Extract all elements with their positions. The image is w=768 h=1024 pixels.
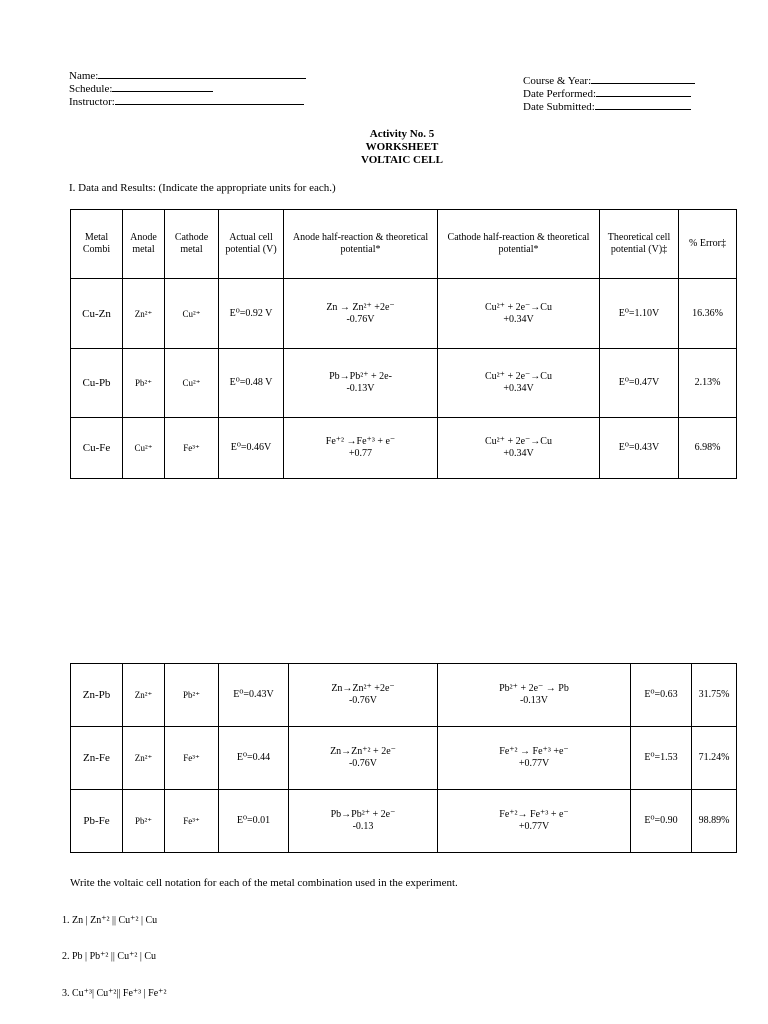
header-anode-metal: Anode metal: [123, 210, 165, 279]
anode-potential: -0.76V: [348, 695, 378, 706]
table-row: [71, 349, 737, 418]
submitted-label: Date Submitted:: [523, 101, 595, 113]
table-row: [71, 418, 737, 479]
table-row: [71, 279, 737, 349]
actual-potential-cell: E⁰=0.44: [219, 727, 289, 790]
cathode-reaction: Cu²⁺ + 2e⁻→Cu: [485, 301, 552, 313]
theoretical-potential-cell: E⁰=0.47V: [600, 349, 679, 418]
anode-potential: -0.76V: [348, 758, 378, 769]
actual-potential-cell: E⁰=0.48 V: [219, 349, 284, 418]
course-label: Course & Year:: [523, 75, 592, 87]
section-heading: I. Data and Results: (Indicate the appropriate units for each.): [69, 182, 336, 194]
cathode-cell: Fe³⁺: [165, 418, 219, 479]
notation-item-1: 1. Zn | Zn⁺² || Cu⁺² | Cu: [62, 915, 158, 926]
cathode-potential: -0.13V: [519, 695, 549, 706]
header-percent-error: % Error‡: [679, 210, 737, 279]
cathode-reaction-cell: [438, 418, 600, 479]
metal-combi-cell: Pb-Fe: [71, 790, 123, 853]
header-row: [71, 210, 737, 279]
metal-combi-cell: Cu-Pb: [71, 349, 123, 418]
anode-reaction-cell: [284, 418, 438, 479]
voltaic-cell-title: VOLTAIC CELL: [360, 154, 443, 166]
course-field: [523, 74, 695, 88]
anode-reaction: Pb→Pb²⁺ + 2e-: [329, 371, 392, 382]
anode-reaction: Pb→Pb²⁺ + 2e⁻: [330, 809, 396, 820]
cathode-reaction: Fe⁺²→ Fe⁺³ + e⁻: [499, 809, 569, 820]
name-blank[interactable]: [98, 69, 306, 79]
anode-cell: Zn²⁺: [123, 664, 165, 727]
metal-combi-cell: Cu-Zn: [71, 279, 123, 349]
instructor-label: Instructor:: [69, 96, 115, 108]
anode-reaction: Zn→Zn⁺² + 2e⁻: [330, 746, 396, 757]
actual-potential-cell: E⁰=0.01: [219, 790, 289, 853]
notation-prompt: Write the voltaic cell notation for each of the metal combination used in the experiment.: [70, 877, 458, 889]
cathode-potential: +0.34V: [503, 383, 534, 394]
worksheet-title: WORKSHEET: [365, 141, 439, 153]
cathode-cell: Cu²⁺: [165, 279, 219, 349]
anode-reaction: Zn → Zn²⁺ +2e⁻: [326, 301, 395, 313]
anode-potential: -0.76V: [346, 313, 375, 325]
theoretical-potential-cell: E⁰=0.63: [631, 664, 692, 727]
header-anode-half-reaction: Anode half-reaction & theoretical potential*: [284, 210, 438, 279]
anode-reaction-cell: [289, 727, 438, 790]
anode-reaction: Zn→Zn²⁺ +2e⁻: [331, 683, 395, 694]
submitted-blank[interactable]: [595, 100, 691, 110]
anode-reaction-cell: [289, 664, 438, 727]
cathode-cell: Fe³⁺: [165, 790, 219, 853]
percent-error-cell: 71.24%: [692, 727, 737, 790]
course-blank[interactable]: [591, 74, 695, 84]
cathode-reaction-cell: [438, 279, 600, 349]
percent-error-cell: 2.13%: [679, 349, 737, 418]
anode-reaction-cell: [284, 279, 438, 349]
theoretical-potential-cell: E⁰=1.53: [631, 727, 692, 790]
schedule-field: [69, 82, 213, 96]
header-cathode-metal: Cathode metal: [165, 210, 219, 279]
instructor-blank[interactable]: [115, 95, 304, 105]
header-actual-potential: Actual cell potential (V): [219, 210, 284, 279]
schedule-blank[interactable]: [112, 82, 213, 92]
cathode-cell: Fe³⁺: [165, 727, 219, 790]
table-row: [71, 727, 737, 790]
anode-reaction-cell: [289, 790, 438, 853]
cathode-potential: +0.77V: [518, 821, 550, 832]
header-cathode-half-reaction: Cathode half-reaction & theoretical potential*: [438, 210, 600, 279]
anode-cell: Cu²⁺: [123, 418, 165, 479]
cathode-reaction-cell: [438, 790, 631, 853]
theoretical-potential-cell: E⁰=0.90: [631, 790, 692, 853]
header-metal-combi: Metal Combi: [71, 210, 123, 279]
anode-potential: -0.13: [352, 821, 374, 832]
anode-reaction-cell: [284, 349, 438, 418]
cathode-cell: Cu²⁺: [165, 349, 219, 418]
header-theoretical-potential: Theoretical cell potential (V)‡: [600, 210, 679, 279]
cathode-reaction-cell: [438, 727, 631, 790]
percent-error-cell: 6.98%: [679, 418, 737, 479]
cathode-reaction: Fe⁺² → Fe⁺³ +e⁻: [499, 746, 569, 757]
metal-combi-cell: Zn-Fe: [71, 727, 123, 790]
table-row: [71, 790, 737, 853]
activity-title: Activity No. 5: [369, 128, 435, 140]
percent-error-cell: 98.89%: [692, 790, 737, 853]
performed-label: Date Performed:: [523, 88, 596, 100]
actual-potential-cell: E⁰=0.43V: [219, 664, 289, 727]
cathode-reaction: Pb²⁺ + 2e⁻ → Pb: [499, 683, 569, 694]
name-field: [69, 69, 306, 83]
notation-item-3: 3. Cu⁺³| Cu⁺²|| Fe⁺³ | Fe⁺²: [62, 988, 167, 999]
cathode-potential: +0.34V: [503, 313, 534, 325]
metal-combi-cell: Zn-Pb: [71, 664, 123, 727]
submitted-field: [523, 100, 691, 114]
anode-potential: -0.13V: [346, 383, 375, 394]
anode-cell: Pb²⁺: [123, 790, 165, 853]
results-table-2: [70, 663, 737, 853]
cathode-reaction-cell: [438, 349, 600, 418]
notation-item-2: 2. Pb | Pb⁺² || Cu⁺² | Cu: [62, 951, 157, 962]
anode-cell: Zn²⁺: [123, 279, 165, 349]
instructor-field: [69, 95, 304, 109]
anode-reaction: Fe⁺² →Fe⁺³ + e⁻: [325, 436, 396, 447]
name-label: Name:: [69, 70, 99, 82]
theoretical-potential-cell: E⁰=1.10V: [600, 279, 679, 349]
percent-error-cell: 31.75%: [692, 664, 737, 727]
performed-field: [523, 87, 691, 101]
results-table-1: [70, 209, 737, 479]
anode-potential: +0.77: [348, 448, 373, 459]
table-row: [71, 664, 737, 727]
performed-blank[interactable]: [596, 87, 691, 97]
schedule-label: Schedule:: [69, 83, 113, 95]
actual-potential-cell: E⁰=0.46V: [219, 418, 284, 479]
cathode-cell: Pb²⁺: [165, 664, 219, 727]
percent-error-cell: 16.36%: [679, 279, 737, 349]
cathode-potential: +0.34V: [503, 448, 534, 459]
actual-potential-cell: E⁰=0.92 V: [219, 279, 284, 349]
anode-cell: Zn²⁺: [123, 727, 165, 790]
metal-combi-cell: Cu-Fe: [71, 418, 123, 479]
cathode-reaction-cell: [438, 664, 631, 727]
theoretical-potential-cell: E⁰=0.43V: [600, 418, 679, 479]
cathode-reaction: Cu²⁺ + 2e⁻→Cu: [485, 436, 552, 447]
anode-cell: Pb²⁺: [123, 349, 165, 418]
cathode-potential: +0.77V: [518, 758, 550, 769]
cathode-reaction: Cu²⁺ + 2e⁻→Cu: [485, 371, 552, 382]
